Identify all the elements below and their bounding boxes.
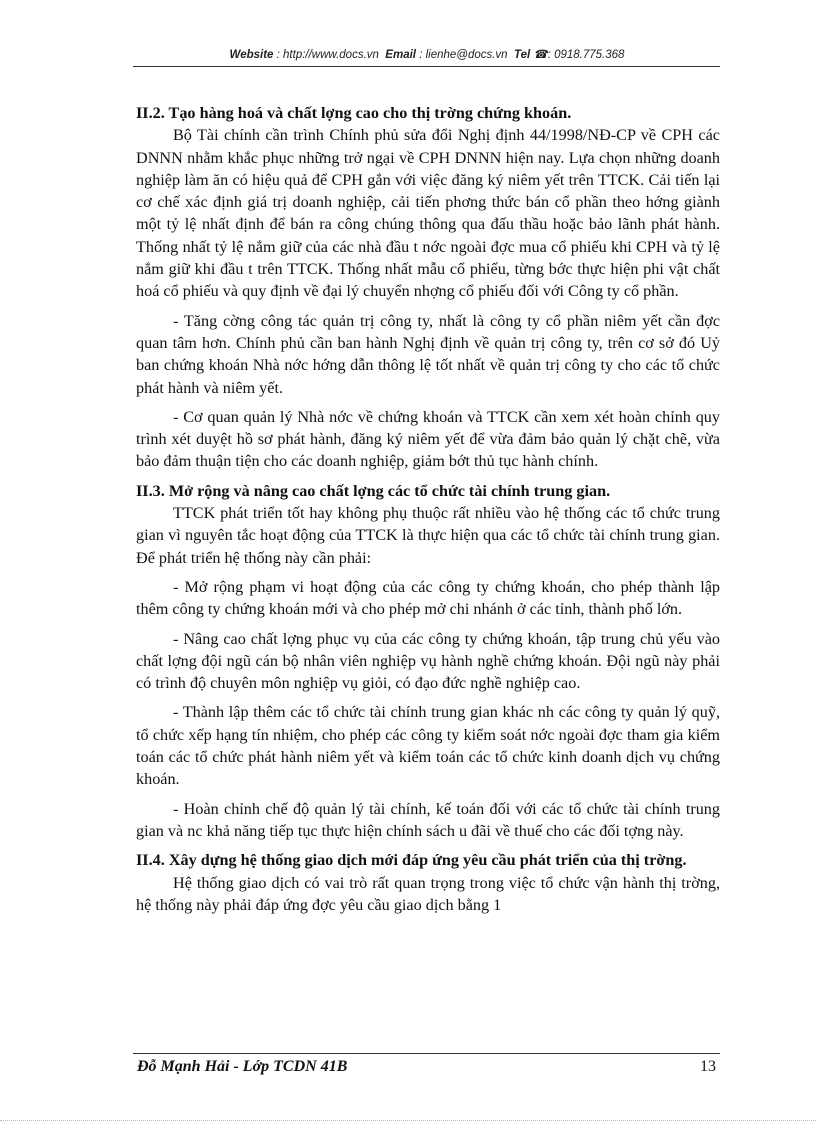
section-heading-4: II.4. Xây dựng hệ thống giao dịch mới đáp ứng yêu cầu phát triển của thị trờng.: [136, 851, 687, 870]
phone-icon: ☎: [533, 49, 548, 61]
section-heading-2: II.2. Tạo hàng hoá và chất lợng cao cho thị trờng chứng khoán.: [136, 104, 572, 122]
document-body: [136, 94, 720, 923]
page-edge-divider: [0, 1120, 816, 1121]
paragraph: - Hoàn chỉnh chế độ quản lý tài chính, kế toán đối với các tổ chức tài chính trung gian và nc khả năng tiếp tục thực hiện chính sách u đãi về thuế cho các đối tợng này.: [136, 799, 720, 840]
paragraph: TTCK phát triển tốt hay không phụ thuộc rất nhiều vào hệ thống các tổ chức trung gian vì nguyên tắc hoạt động của TTCK là thực hiện qua các tổ chức tài chính trung gian. Để phát triển hệ thống này cần phải:: [136, 504, 720, 567]
paragraph: Bộ Tài chính cần trình Chính phủ sửa đổi Nghị định 44/1998/NĐ-CP về CPH các DNNN nhằm khắc phục những trở ngại về CPH DNNN hiện nay. Lựa chọn những doanh nghiệp làm ăn có hiệu quả để CPH gắn với việc đăng ký niêm yết trên TTCK. Cải tiến lại cơ chế xác định giá trị doanh nghiệp, cải tiến phơng thức bán cổ phần theo hớng giành một tỷ lệ nhất định để bán ra công chúng thông qua đấu thầu hoặc bảo lãnh phát hành. Thống nhất tỷ lệ nắm giữ của các nhà đầu t nớc ngoài đợc mua cổ phiếu khi CPH và tỷ lệ nắm giữ khi đầu t trên TTCK. Thống nhất mẫu cổ phiếu, từng bớc thực hiện phi vật chất hoá cổ phiếu và quy định về đại lý chuyển nhợng cổ phiếu đối với Công ty cổ phần.: [136, 126, 720, 301]
page-number: 13: [700, 1058, 716, 1075]
page-header: [130, 47, 724, 61]
email-label: Email: [385, 49, 416, 61]
website-value: : http://www.docs.vn: [276, 49, 379, 61]
website-label: Website: [229, 49, 274, 61]
footer-author: Đỗ Mạnh Hải - Lớp TCDN 41B: [137, 1058, 348, 1075]
email-value: : lienhe@docs.vn: [419, 49, 508, 61]
footer-divider: [133, 1053, 720, 1054]
paragraph: - Nâng cao chất lợng phục vụ của các công ty chứng khoán, tập trung chủ yếu vào chất lợng đội ngũ cán bộ nhân viên nghiệp vụ hành nghề chứng khoán. Đội ngũ này phải có trình độ chuyên môn nghiệp vụ giỏi, có đạo đức nghề nghiệp cao.: [136, 629, 720, 693]
paragraph: - Tăng cờng công tác quản trị công ty, nhất là công ty cổ phần niêm yết cần đợc quan tâm hơn. Chính phủ cần ban hành Nghị định về quản trị công ty, trên cơ sở đó Uỷ ban chứng khoán Nhà nớc hớng dẫn thông lệ tốt nhất về quản trị công ty cho các tổ chức phát hành và niêm yết.: [136, 311, 720, 397]
section-heading-3: II.3. Mở rộng và nâng cao chất lợng các tổ chức tài chính trung gian.: [136, 481, 611, 500]
paragraph: - Cơ quan quản lý Nhà nớc về chứng khoán và TTCK cần xem xét hoàn chỉnh quy trình xét duyệt hồ sơ phát hành, đăng ký niêm yết để vừa đảm bảo quản lý chặt chẽ, vừa bảo đảm thuận tiện cho các doanh nghiệp, giảm bớt thủ tục hành chính.: [136, 407, 720, 471]
tel-value: : 0918.775.368: [547, 49, 625, 61]
paragraph: - Thành lập thêm các tổ chức tài chính trung gian khác nh các công ty quản lý quỹ, tổ chức xếp hạng tín nhiệm, cho phép các công ty kiểm soát nớc ngoài đợc tham gia kiểm toán các tổ chức phát hành niêm yết và kiểm toán các tổ chức kinh doanh dịch vụ chứng khoán.: [136, 703, 720, 789]
header-divider: [133, 66, 720, 67]
tel-label: Tel: [513, 49, 531, 61]
paragraph: - Mở rộng phạm vi hoạt động của các công ty chứng khoán, cho phép thành lập thêm công ty chứng khoán mới và cho phép mở chi nhánh ở các tỉnh, thành phố lớn.: [136, 577, 720, 619]
paragraph: Hệ thống giao dịch có vai trò rất quan trọng trong việc tổ chức vận hành thị trờng, hệ thống này phải đáp ứng đợc yêu cầu giao dịch bằng 1: [136, 873, 720, 914]
